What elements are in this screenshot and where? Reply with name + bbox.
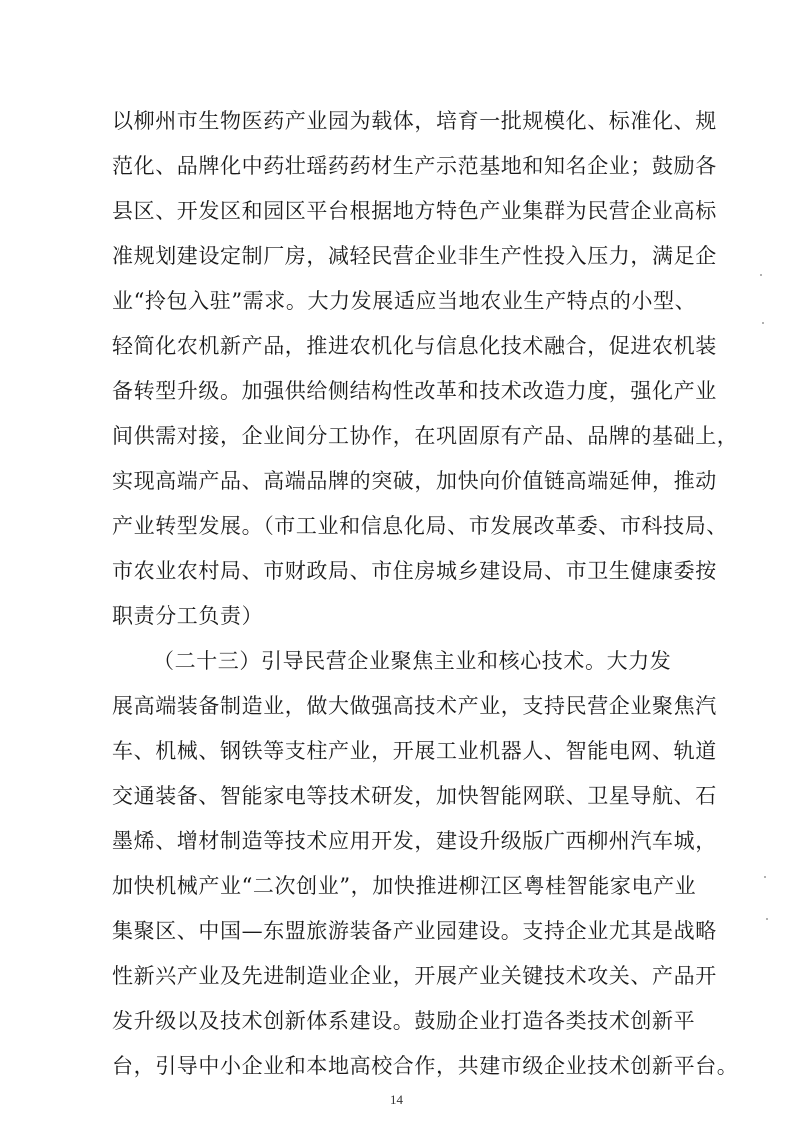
text-line: 台，引导中小企业和本地高校合作，共建市级企业技术创新平台。 [112,1054,739,1078]
text-line: 轻简化农机新产品，推进农机化与信息化技术融合，促进农机装 [112,334,717,358]
text-line: 性新兴产业及先进制造业企业，开展产业关键技术攻关、产品开 [112,964,717,988]
text-line: 范化、品牌化中药壮瑶药药材生产示范基地和知名企业；鼓励各 [112,154,717,178]
text-line: 间供需对接，企业间分工协作，在巩固原有产品、品牌的基础上， [112,424,739,448]
text-line: 市农业农村局、市财政局、市住房城乡建设局、市卫生健康委按 [112,559,717,583]
text-line: 备转型升级。加强供给侧结构性改革和技术改造力度，强化产业 [112,379,717,403]
text-line: 集聚区、中国—东盟旅游装备产业园建设。支持企业尤其是战略 [112,919,717,943]
text-line: 实现高端产品、高端品牌的突破，加快向价值链高端延伸，推动 [112,469,717,493]
scan-speck [764,876,766,878]
page-number: 14 [390,1092,403,1107]
scan-speck [762,322,764,324]
text-line: 展高端装备制造业，做大做强高技术产业，支持民营企业聚焦汽 [112,694,717,718]
text-line: 县区、开发区和园区平台根据地方特色产业集群为民营企业高标 [112,199,717,223]
text-line: 加快机械产业“二次创业”，加快推进柳江区粤桂智能家电产业 [112,874,697,898]
text-line: 车、机械、钢铁等支柱产业，开展工业机器人、智能电网、轨道 [112,739,717,763]
text-line: 业“拎包入驻”需求。大力发展适应当地农业生产特点的小型、 [112,289,697,313]
scan-speck [766,918,768,920]
text-line: 产业转型发展。（市工业和信息化局、市发展改革委、市科技局、 [112,514,728,538]
text-line: 交通装备、智能家电等技术研发，加快智能网联、卫星导航、石 [112,784,717,808]
text-line: 准规划建设定制厂房，减轻民营企业非生产性投入压力，满足企 [112,244,717,268]
text-line: 发升级以及技术创新体系建设。鼓励企业打造各类技术创新平 [112,1009,696,1033]
section-heading-line: （二十三）引导民营企业聚焦主业和核心技术。大力发 [153,649,672,673]
scan-speck [760,274,762,276]
text-line: 以柳州市生物医药产业园为载体，培育一批规模化、标准化、规 [112,109,717,133]
text-line: 职责分工负责） [112,604,264,628]
text-line: 墨烯、增材制造等技术应用开发，建设升级版广西柳州汽车城， [112,829,717,853]
